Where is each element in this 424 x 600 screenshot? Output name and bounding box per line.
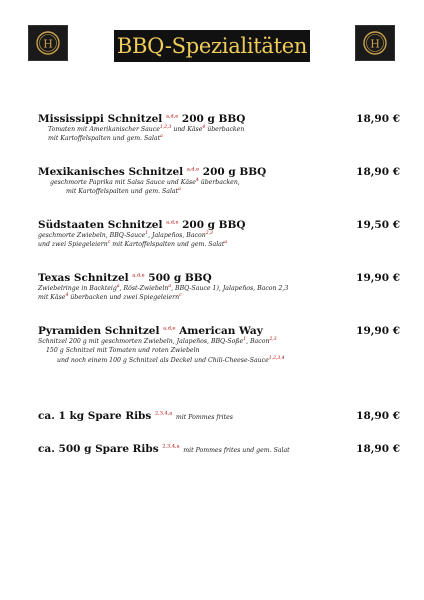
item-description-line: mit Kartoffelspalten und gem. Salat$^a$	[48, 134, 163, 143]
allergen-note: a,d,e	[165, 113, 179, 120]
item-price: 18,90 €	[356, 166, 400, 178]
restaurant-logo	[355, 25, 395, 61]
item-name-line	[38, 219, 246, 231]
allergen-note: a,d,e	[166, 219, 179, 226]
item-portion: 500 g BBQ	[148, 272, 212, 284]
item-description-line: geschmorte Paprika mit Salsa Sauce und Käse$^4$ überbacken,	[50, 177, 240, 186]
item-price: 18,90 €	[356, 410, 400, 422]
allergen-note: a,d,e	[186, 166, 200, 173]
item-name: ca. 1 kg Spare Ribs	[38, 410, 152, 422]
logo-letter: H	[370, 37, 380, 51]
item-name: Mississippi Schnitzel	[38, 113, 163, 125]
item-description-line: geschmorte Zwiebeln, BBQ-Sauce$^1$, Jalapeños, Bacon$^{2,3}$	[38, 230, 213, 239]
allergen-note: 2,3,4,a	[154, 410, 173, 417]
item-name: ca. 500 g Spare Ribs	[38, 443, 159, 455]
item-portion: 200 g BBQ	[202, 166, 267, 178]
item-side-dish: mit Pommes frites	[175, 414, 233, 421]
item-name-line	[38, 410, 233, 422]
item-name-line	[38, 272, 212, 284]
item-name: Südstaaten Schnitzel	[38, 219, 163, 231]
item-price: 19,90 €	[356, 272, 400, 284]
menu-item	[38, 410, 400, 422]
menu-item	[38, 113, 400, 144]
item-price: 19,50 €	[356, 219, 400, 231]
item-description-line: Tomaten mit Amerikanischer Sauce$^{1,2,3}$ und Käse$^4$ überbacken	[48, 124, 245, 133]
item-description-line: mit Kartoffelspalten und gem. Salat$^a$	[66, 187, 181, 196]
item-name: Mexikanisches Schnitzel	[38, 166, 184, 178]
item-description-line: mit Käse$^4$ überbacken und zwei Spiegeleiern$^c$	[38, 293, 182, 302]
menu-item	[38, 325, 400, 365]
item-price: 18,90 €	[356, 443, 400, 455]
restaurant-logo	[28, 25, 68, 61]
item-portion: 200 g BBQ	[182, 219, 246, 231]
menu-item	[38, 219, 400, 250]
allergen-note: a,d,e	[163, 325, 176, 332]
item-portion: 200 g BBQ	[181, 113, 246, 125]
item-description-line: und noch einem 100 g Schnitzel als Deckel und Chili-Cheese-Sauce$^{1,2,3,4}$	[57, 355, 285, 364]
item-description-line: 150 g Schnitzel mit Tomaten und roten Zwiebeln	[46, 347, 200, 355]
allergen-note: a,d,e	[132, 272, 145, 279]
menu-item	[38, 272, 400, 303]
item-name: Pyramiden Schnitzel	[38, 325, 160, 337]
item-description-line: und zwei Spiegeleiern$^c$ mit Kartoffelspalten und gem. Salat$^a$	[38, 240, 228, 249]
item-price: 19,90 €	[356, 325, 400, 337]
item-description-line: Schnitzel 200 g mit geschmorten Zwiebeln, Jalapeños, BBQ-Soße$^1$, Bacon$^{2,3}$	[38, 336, 277, 345]
item-name-line	[38, 443, 290, 455]
item-portion: American Way	[179, 325, 263, 337]
item-name-line	[38, 166, 266, 178]
item-name: Texas Schnitzel	[38, 272, 129, 284]
item-side-dish: mit Pommes frites und gem. Salat	[183, 447, 290, 454]
item-name-line	[38, 325, 263, 337]
menu-item	[38, 443, 400, 455]
item-name-line	[38, 113, 245, 125]
logo-letter: H	[43, 37, 53, 51]
item-description-line: Zwiebelringe in Backteig$^a$, Röst-Zwiebeln$^a$, BBQ-Sauce 1), Jalapeños, Bacon 2,3	[38, 283, 289, 292]
allergen-note: 2,3,4,a	[162, 443, 180, 450]
menu-item	[38, 166, 400, 197]
item-price: 18,90 €	[356, 113, 400, 125]
page-title: BBQ-Spezialitäten	[114, 30, 310, 62]
